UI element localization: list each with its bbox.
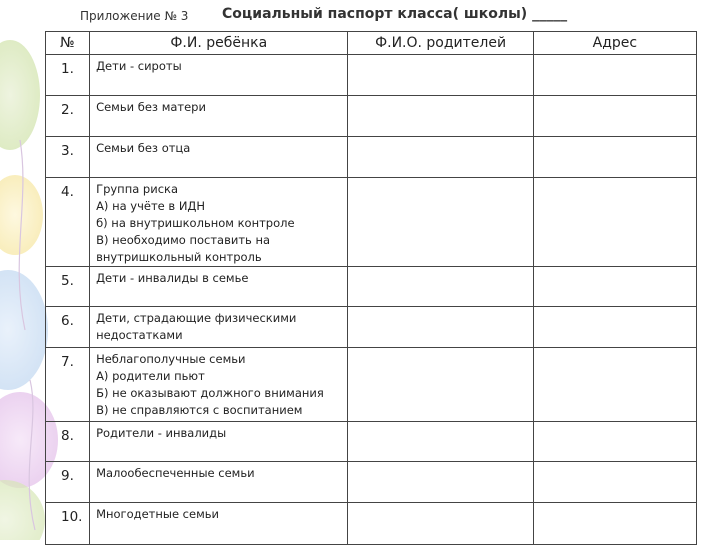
category-line: Малообеспеченные семьи: [96, 466, 255, 480]
category-line: Неблагополучные семьи: [96, 352, 246, 366]
parents-name-cell[interactable]: [348, 503, 533, 545]
row-number: 4.: [46, 178, 90, 267]
column-header-parents-name: Ф.И.О. родителей: [348, 32, 533, 55]
row-number: 1.: [46, 55, 90, 96]
address-cell[interactable]: [533, 137, 696, 178]
row-number: 3.: [46, 137, 90, 178]
category-line: В) необходимо поставить на: [96, 233, 271, 247]
row-number: 10.: [46, 503, 90, 545]
row-category-cell: [90, 462, 348, 503]
table-row: [46, 462, 697, 503]
address-cell[interactable]: [533, 503, 696, 545]
table-row: [46, 137, 697, 178]
parents-name-cell[interactable]: [348, 178, 533, 267]
column-header-child-name: Ф.И. ребёнка: [90, 32, 348, 55]
row-category-cell: [90, 307, 348, 348]
address-cell[interactable]: [533, 96, 696, 137]
address-cell[interactable]: [533, 267, 696, 307]
appendix-label: Приложение № 3: [80, 9, 189, 23]
category-line: Дети - сироты: [96, 59, 182, 73]
address-cell[interactable]: [533, 422, 696, 462]
category-line: Дети, страдающие физическими: [96, 311, 297, 325]
table-header-row: [46, 32, 697, 55]
category-line: Группа риска: [96, 182, 179, 196]
page-title: Социальный паспорт класса( школы) _____: [222, 6, 568, 22]
social-passport-table: [45, 31, 697, 545]
category-line: Дети - инвалиды в семье: [96, 271, 249, 285]
row-number: 2.: [46, 96, 90, 137]
parents-name-cell[interactable]: [348, 55, 533, 96]
table-row: [46, 348, 697, 422]
row-category-cell: [90, 348, 348, 422]
category-line: Б) не оказывают должного внимания: [96, 386, 324, 400]
address-cell[interactable]: [533, 178, 696, 267]
row-number: 5.: [46, 267, 90, 307]
parents-name-cell[interactable]: [348, 422, 533, 462]
category-line: внутришкольный контроль: [96, 250, 262, 264]
category-line: Родители - инвалиды: [96, 426, 227, 440]
address-cell[interactable]: [533, 307, 696, 348]
category-line: А) родители пьют: [96, 369, 205, 383]
row-category-cell: [90, 267, 348, 307]
row-category-cell: [90, 503, 348, 545]
row-category-cell: [90, 178, 348, 267]
address-cell[interactable]: [533, 462, 696, 503]
category-line: Семьи без матери: [96, 100, 206, 114]
category-line: А) на учёте в ИДН: [96, 199, 206, 213]
parents-name-cell[interactable]: [348, 307, 533, 348]
table-row: [46, 178, 697, 267]
column-header-address: Адрес: [533, 32, 696, 55]
row-number: 8.: [46, 422, 90, 462]
row-category-cell: [90, 137, 348, 178]
row-category-cell: [90, 96, 348, 137]
category-line: В) не справляются с воспитанием: [96, 403, 303, 417]
parents-name-cell[interactable]: [348, 96, 533, 137]
row-category-cell: [90, 422, 348, 462]
parents-name-cell[interactable]: [348, 348, 533, 422]
table-row: [46, 422, 697, 462]
table-row: [46, 55, 697, 96]
parents-name-cell[interactable]: [348, 267, 533, 307]
table-row: [46, 307, 697, 348]
row-number: 6.: [46, 307, 90, 348]
address-cell[interactable]: [533, 348, 696, 422]
parents-name-cell[interactable]: [348, 137, 533, 178]
category-line: б) на внутришкольном контроле: [96, 216, 295, 230]
address-cell[interactable]: [533, 55, 696, 96]
category-line: недостатками: [96, 328, 183, 342]
parents-name-cell[interactable]: [348, 462, 533, 503]
row-category-cell: [90, 55, 348, 96]
row-number: 9.: [46, 462, 90, 503]
row-number: 7.: [46, 348, 90, 422]
table-row: [46, 96, 697, 137]
column-header-number: №: [46, 32, 90, 55]
category-line: Семьи без отца: [96, 141, 191, 155]
table-row: [46, 267, 697, 307]
category-line: Многодетные семьи: [96, 507, 219, 521]
table-row: [46, 503, 697, 545]
